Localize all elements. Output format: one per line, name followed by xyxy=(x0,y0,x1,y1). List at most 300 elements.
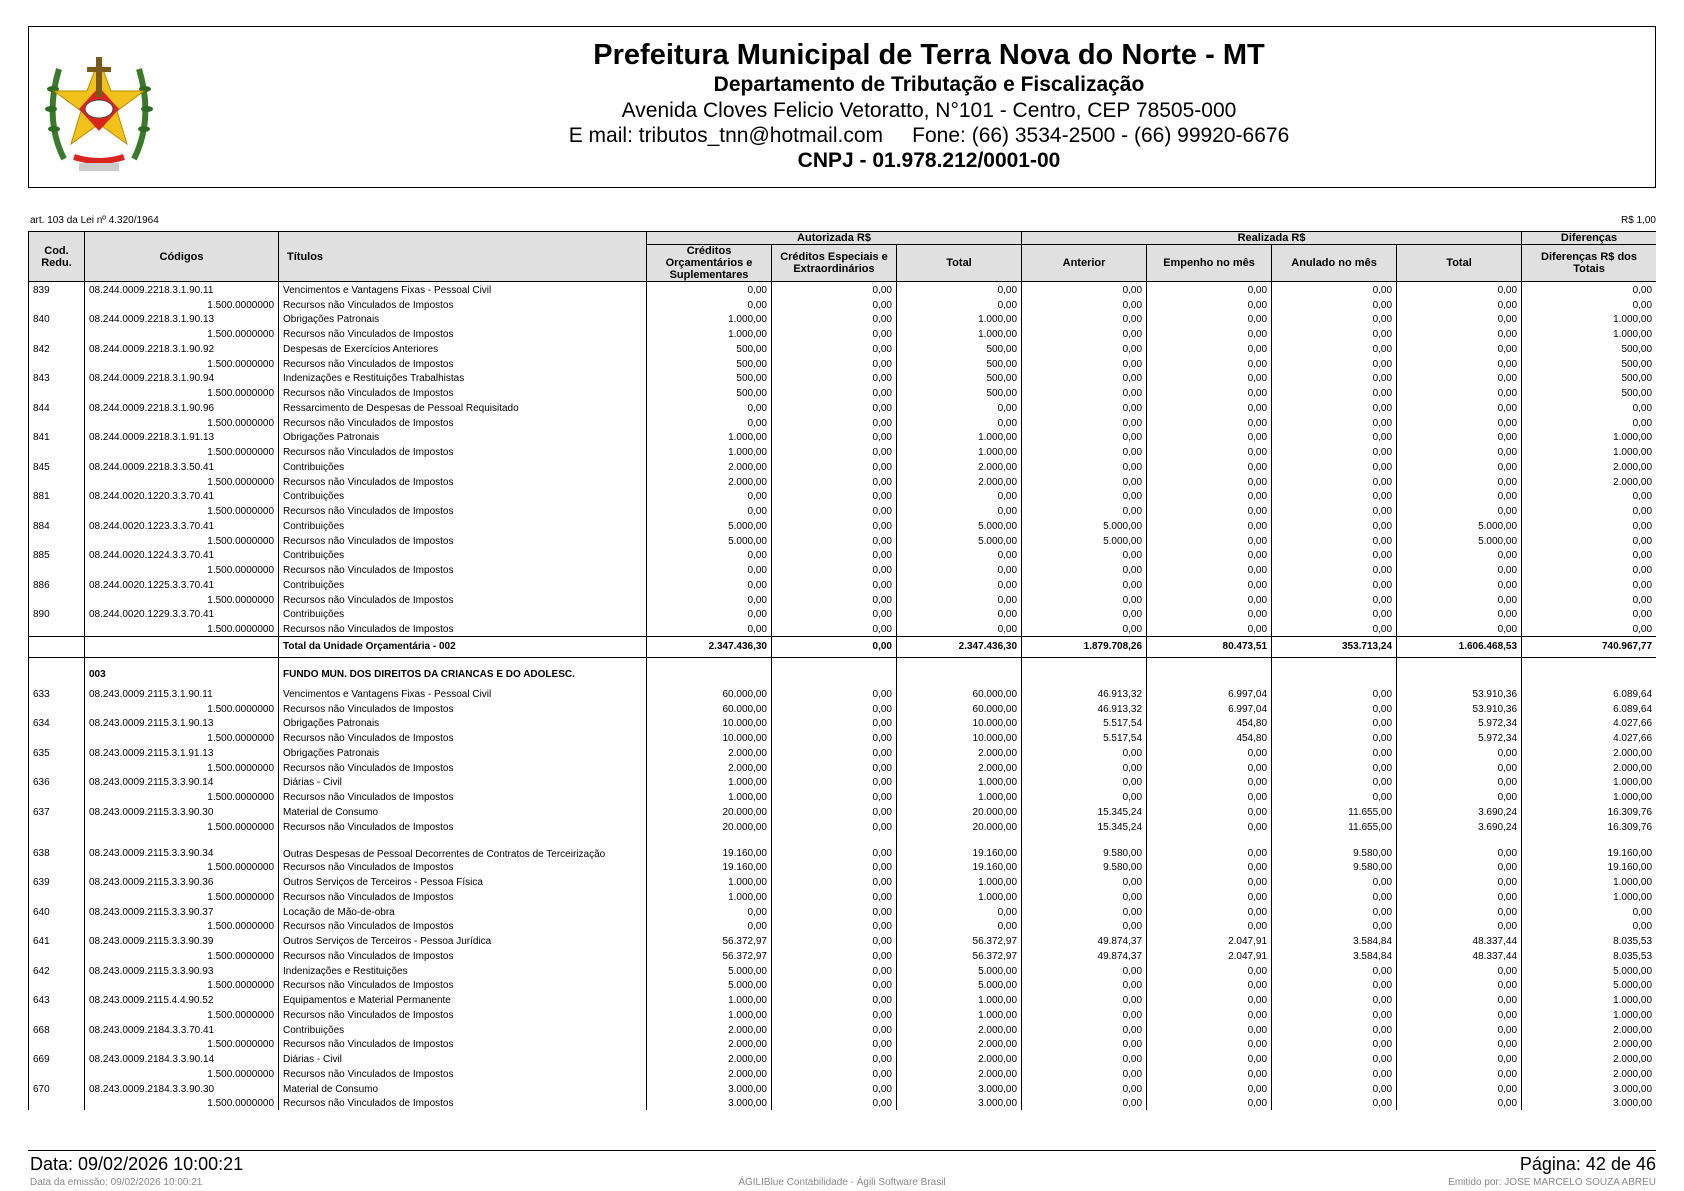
cell-total-autorizada: 2.000,00 xyxy=(897,1037,1022,1052)
cell-total-autorizada: 0,00 xyxy=(897,607,1022,622)
cell-total-autorizada: 3.000,00 xyxy=(897,1081,1022,1096)
cell-creditos-orcamentarios: 0,00 xyxy=(647,592,772,607)
cell-title: Recursos não Vinculados de Impostos xyxy=(279,474,647,489)
cell-empenho: 0,00 xyxy=(1147,430,1272,445)
cell-anulado: 0,00 xyxy=(1272,760,1397,775)
table-row xyxy=(29,1081,1657,1096)
cell-anulado: 0,00 xyxy=(1272,562,1397,577)
cell-anterior: 0,00 xyxy=(1022,548,1147,563)
cell-empenho: 0,00 xyxy=(1147,760,1272,775)
cell-code: 08.243.0009.2115.4.4.90.52 xyxy=(85,992,279,1007)
cell-creditos-especiais: 0,00 xyxy=(772,716,897,731)
cell-creditos-orcamentarios: 19.160,00 xyxy=(647,860,772,875)
cell-empty xyxy=(1022,664,1147,686)
cell-diferencas: 0,00 xyxy=(1522,503,1656,518)
cell-creditos-orcamentarios: 1.000,00 xyxy=(647,889,772,904)
cell-anterior: 0,00 xyxy=(1022,919,1147,934)
cell-creditos-especiais: 0,00 xyxy=(772,1007,897,1022)
cell-cod xyxy=(29,562,85,577)
cell-creditos-orcamentarios: 19.160,00 xyxy=(647,834,772,860)
cell-anulado: 0,00 xyxy=(1272,1051,1397,1066)
cell-total-realizada: 0,00 xyxy=(1397,789,1522,804)
cell-total-realizada: 0,00 xyxy=(1397,326,1522,341)
cell-anulado: 0,00 xyxy=(1272,592,1397,607)
cell-cod: 841 xyxy=(29,430,85,445)
cell-creditos-especiais: 0,00 xyxy=(772,415,897,430)
municipality-title: Prefeitura Municipal de Terra Nova do Norte - MT xyxy=(593,39,1265,71)
col-anulado: Anulado no mês xyxy=(1272,245,1397,282)
cell-creditos-orcamentarios: 20.000,00 xyxy=(647,819,772,834)
cell-total-realizada: 5.972,34 xyxy=(1397,730,1522,745)
table-row xyxy=(29,459,1657,474)
col-empenho: Empenho no mês xyxy=(1147,245,1272,282)
cell-code: 1.500.0000000 xyxy=(85,889,279,904)
cell-empenho: 0,00 xyxy=(1147,919,1272,934)
cell-empenho: 0,00 xyxy=(1147,904,1272,919)
cell-title: Recursos não Vinculados de Impostos xyxy=(279,760,647,775)
cell-diferencas: 1.000,00 xyxy=(1522,992,1656,1007)
cell-diferencas: 2.000,00 xyxy=(1522,1037,1656,1052)
col-total-autorizada: Total xyxy=(897,245,1022,282)
cell-creditos-orcamentarios: 0,00 xyxy=(647,548,772,563)
cell-anterior: 0,00 xyxy=(1022,356,1147,371)
cell-creditos-especiais: 0,00 xyxy=(772,592,897,607)
cell-total-autorizada: 19.160,00 xyxy=(897,834,1022,860)
cell-title: Obrigações Patronais xyxy=(279,430,647,445)
table-row xyxy=(29,933,1657,948)
cell-total-realizada: 0,00 xyxy=(1397,1007,1522,1022)
cell-creditos-especiais: 0,00 xyxy=(772,1022,897,1037)
source-row xyxy=(29,1037,1657,1052)
table-row xyxy=(29,607,1657,622)
cell-title: Contribuições xyxy=(279,459,647,474)
cell-anterior: 0,00 xyxy=(1022,978,1147,993)
cell-total-autorizada: 1.000,00 xyxy=(897,874,1022,889)
cell-total-autorizada: 0,00 xyxy=(897,282,1022,297)
cell-title: Contribuições xyxy=(279,1022,647,1037)
cell-anterior: 0,00 xyxy=(1022,341,1147,356)
cell-creditos-orcamentarios: 2.000,00 xyxy=(647,760,772,775)
cell-creditos-especiais: 0,00 xyxy=(772,282,897,297)
cell-creditos-orcamentarios: 500,00 xyxy=(647,356,772,371)
cell-total-autorizada: 0,00 xyxy=(897,415,1022,430)
cell-code: 1.500.0000000 xyxy=(85,503,279,518)
cell-empty xyxy=(897,664,1022,686)
cell-cod: 839 xyxy=(29,282,85,297)
cell-total-realizada: 0,00 xyxy=(1397,356,1522,371)
cell-diferencas: 6.089,64 xyxy=(1522,701,1656,716)
cell-total-realizada: 0,00 xyxy=(1397,834,1522,860)
emission-date: Data da emissão: 09/02/2026 10:00:21 xyxy=(30,1177,203,1188)
cell-code: 08.243.0009.2184.3.3.90.14 xyxy=(85,1051,279,1066)
cell-empenho: 2.047,91 xyxy=(1147,933,1272,948)
cell-code xyxy=(85,637,279,658)
cell-cod xyxy=(29,297,85,312)
cell-creditos-especiais: 0,00 xyxy=(772,533,897,548)
cell-creditos-orcamentarios: 1.000,00 xyxy=(647,444,772,459)
cell-creditos-orcamentarios: 0,00 xyxy=(647,297,772,312)
cell-total-autorizada: 0,00 xyxy=(897,489,1022,504)
cell-total-realizada: 0,00 xyxy=(1397,489,1522,504)
cell-creditos-orcamentarios: 10.000,00 xyxy=(647,716,772,731)
cell-title: Recursos não Vinculados de Impostos xyxy=(279,621,647,636)
cell-cod: 886 xyxy=(29,577,85,592)
table-row xyxy=(29,577,1657,592)
cell-title: Obrigações Patronais xyxy=(279,745,647,760)
cell-creditos-especiais: 0,00 xyxy=(772,789,897,804)
cell-total-autorizada: 19.160,00 xyxy=(897,860,1022,875)
cell-empty xyxy=(772,664,897,686)
cell-creditos-orcamentarios: 5.000,00 xyxy=(647,978,772,993)
cell-empty xyxy=(1272,664,1397,686)
cell-cod xyxy=(29,621,85,636)
cell-empenho: 0,00 xyxy=(1147,963,1272,978)
cell-diferencas: 0,00 xyxy=(1522,904,1656,919)
cell-code: 08.243.0009.2115.3.3.90.93 xyxy=(85,963,279,978)
cell-anterior: 0,00 xyxy=(1022,577,1147,592)
cell-cod: 637 xyxy=(29,804,85,819)
cell-anterior: 0,00 xyxy=(1022,1051,1147,1066)
cell-total-realizada: 0,00 xyxy=(1397,400,1522,415)
cell-empenho: 454,80 xyxy=(1147,716,1272,731)
cell-creditos-especiais: 0,00 xyxy=(772,385,897,400)
table-row xyxy=(29,312,1657,327)
cell-anterior: 0,00 xyxy=(1022,489,1147,504)
cell-anulado: 0,00 xyxy=(1272,775,1397,790)
cell-title: Recursos não Vinculados de Impostos xyxy=(279,789,647,804)
cell-anulado: 0,00 xyxy=(1272,874,1397,889)
cell-empenho: 0,00 xyxy=(1147,874,1272,889)
cell-cod: 636 xyxy=(29,775,85,790)
cell-cod: 670 xyxy=(29,1081,85,1096)
cell-code: 08.244.0009.2218.3.1.90.94 xyxy=(85,371,279,386)
cell-creditos-orcamentarios: 5.000,00 xyxy=(647,963,772,978)
cell-anulado: 0,00 xyxy=(1272,745,1397,760)
cell-empenho: 80.473,51 xyxy=(1147,637,1272,658)
cell-creditos-especiais: 0,00 xyxy=(772,760,897,775)
cell-anulado: 0,00 xyxy=(1272,889,1397,904)
cell-code: 08.244.0009.2218.3.1.90.13 xyxy=(85,312,279,327)
cell-title: Recursos não Vinculados de Impostos xyxy=(279,297,647,312)
cell-total-autorizada: 1.000,00 xyxy=(897,992,1022,1007)
cell-total-autorizada: 5.000,00 xyxy=(897,963,1022,978)
cell-anulado: 0,00 xyxy=(1272,919,1397,934)
cell-anterior: 0,00 xyxy=(1022,789,1147,804)
source-row xyxy=(29,326,1657,341)
cell-creditos-especiais: 0,00 xyxy=(772,577,897,592)
col-creditos-especiais: Créditos Especiais e Extraordinários xyxy=(772,245,897,282)
cell-diferencas: 16.309,76 xyxy=(1522,819,1656,834)
cell-anulado: 0,00 xyxy=(1272,385,1397,400)
cell-cod xyxy=(29,789,85,804)
source-row xyxy=(29,978,1657,993)
cell-empenho: 0,00 xyxy=(1147,400,1272,415)
cell-total-realizada: 48.337,44 xyxy=(1397,933,1522,948)
cell-code: 1.500.0000000 xyxy=(85,1007,279,1022)
col-cod: Cod. Redu. xyxy=(29,232,85,282)
cell-empenho: 0,00 xyxy=(1147,992,1272,1007)
cell-title: Recursos não Vinculados de Impostos xyxy=(279,978,647,993)
cell-anterior: 5.000,00 xyxy=(1022,518,1147,533)
cell-title: Outras Despesas de Pessoal Decorrentes de Contratos de Terceirização xyxy=(279,834,647,860)
source-row xyxy=(29,889,1657,904)
cell-empenho: 0,00 xyxy=(1147,562,1272,577)
cell-diferencas: 0,00 xyxy=(1522,415,1656,430)
table-row xyxy=(29,992,1657,1007)
cell-creditos-orcamentarios: 1.000,00 xyxy=(647,789,772,804)
cell-anterior: 5.517,54 xyxy=(1022,730,1147,745)
cell-code: 1.500.0000000 xyxy=(85,474,279,489)
source-row xyxy=(29,474,1657,489)
cell-anterior: 0,00 xyxy=(1022,297,1147,312)
cell-diferencas: 19.160,00 xyxy=(1522,834,1656,860)
cell-diferencas: 0,00 xyxy=(1522,518,1656,533)
cell-empenho: 0,00 xyxy=(1147,312,1272,327)
cell-anterior: 0,00 xyxy=(1022,415,1147,430)
cell-creditos-especiais: 0,00 xyxy=(772,889,897,904)
cell-anulado: 0,00 xyxy=(1272,533,1397,548)
cell-cod xyxy=(29,819,85,834)
cell-cod xyxy=(29,730,85,745)
table-row xyxy=(29,686,1657,701)
table-row xyxy=(29,874,1657,889)
cell-creditos-orcamentarios: 0,00 xyxy=(647,415,772,430)
cell-anulado: 0,00 xyxy=(1272,341,1397,356)
cell-total-autorizada: 5.000,00 xyxy=(897,533,1022,548)
cell-diferencas: 4.027,66 xyxy=(1522,730,1656,745)
cell-title: Contribuições xyxy=(279,489,647,504)
cell-title: Recursos não Vinculados de Impostos xyxy=(279,533,647,548)
page-number: Página: 42 de 46 xyxy=(1519,1154,1656,1174)
cell-title: Contribuições xyxy=(279,577,647,592)
cell-anulado: 0,00 xyxy=(1272,297,1397,312)
cell-diferencas: 1.000,00 xyxy=(1522,789,1656,804)
cell-empenho: 0,00 xyxy=(1147,1081,1272,1096)
cell-creditos-orcamentarios: 0,00 xyxy=(647,607,772,622)
cell-title: Diárias - Civil xyxy=(279,1051,647,1066)
cell-code: 1.500.0000000 xyxy=(85,860,279,875)
report-header xyxy=(28,26,1656,188)
cell-cod xyxy=(29,533,85,548)
cell-total-autorizada: 1.000,00 xyxy=(897,312,1022,327)
cell-code: 08.244.0009.2218.3.1.91.13 xyxy=(85,430,279,445)
cell-empenho: 0,00 xyxy=(1147,978,1272,993)
cell-total-autorizada: 5.000,00 xyxy=(897,978,1022,993)
table-row xyxy=(29,371,1657,386)
cell-empenho: 0,00 xyxy=(1147,1051,1272,1066)
cell-cod: 643 xyxy=(29,992,85,1007)
cell-creditos-orcamentarios: 1.000,00 xyxy=(647,326,772,341)
cell-empenho: 0,00 xyxy=(1147,385,1272,400)
cell-title: Indenizações e Restituições Trabalhistas xyxy=(279,371,647,386)
cell-code: 08.243.0009.2184.3.3.90.30 xyxy=(85,1081,279,1096)
cell-diferencas: 16.309,76 xyxy=(1522,804,1656,819)
cell-total-realizada: 0,00 xyxy=(1397,607,1522,622)
cell-title: Recursos não Vinculados de Impostos xyxy=(279,356,647,371)
cell-diferencas: 500,00 xyxy=(1522,385,1656,400)
cell-code: 1.500.0000000 xyxy=(85,385,279,400)
cell-empenho: 0,00 xyxy=(1147,804,1272,819)
cell-anterior: 15.345,24 xyxy=(1022,804,1147,819)
cell-title: Contribuições xyxy=(279,518,647,533)
cell-total-autorizada: 500,00 xyxy=(897,371,1022,386)
table-row xyxy=(29,548,1657,563)
cell-title: Recursos não Vinculados de Impostos xyxy=(279,919,647,934)
cell-anulado: 9.580,00 xyxy=(1272,860,1397,875)
table-header xyxy=(29,232,1657,282)
source-row xyxy=(29,415,1657,430)
cell-total-realizada: 0,00 xyxy=(1397,577,1522,592)
cell-total-realizada: 0,00 xyxy=(1397,312,1522,327)
cell-title: Recursos não Vinculados de Impostos xyxy=(279,1066,647,1081)
cell-diferencas: 1.000,00 xyxy=(1522,444,1656,459)
cell-diferencas: 4.027,66 xyxy=(1522,716,1656,731)
cell-total-autorizada: 56.372,97 xyxy=(897,933,1022,948)
cell-creditos-especiais: 0,00 xyxy=(772,978,897,993)
cell-anterior: 0,00 xyxy=(1022,775,1147,790)
cell-empenho: 0,00 xyxy=(1147,444,1272,459)
cell-total-autorizada: 1.000,00 xyxy=(897,1007,1022,1022)
cell-creditos-especiais: 0,00 xyxy=(772,730,897,745)
cell-diferencas: 0,00 xyxy=(1522,562,1656,577)
table-row xyxy=(29,775,1657,790)
cell-anterior: 0,00 xyxy=(1022,607,1147,622)
cell-cod: 845 xyxy=(29,459,85,474)
cell-diferencas: 0,00 xyxy=(1522,489,1656,504)
cell-anulado: 0,00 xyxy=(1272,489,1397,504)
cell-cod: 633 xyxy=(29,686,85,701)
source-row xyxy=(29,948,1657,963)
cell-cod xyxy=(29,978,85,993)
cell-code: 08.244.0020.1225.3.3.70.41 xyxy=(85,577,279,592)
cell-code: 1.500.0000000 xyxy=(85,760,279,775)
contact-info: E mail: tributos_tnn@hotmail.com Fone: (66) 3534-2500 - (66) 99920-6676 xyxy=(568,124,1290,147)
section-row xyxy=(29,664,1657,686)
cell-cod: 635 xyxy=(29,745,85,760)
cell-anterior: 46.913,32 xyxy=(1022,701,1147,716)
cell-total-autorizada: 1.000,00 xyxy=(897,444,1022,459)
cell-cod xyxy=(29,1007,85,1022)
cell-total-autorizada: 1.000,00 xyxy=(897,326,1022,341)
cell-anulado: 0,00 xyxy=(1272,548,1397,563)
cell-diferencas: 500,00 xyxy=(1522,341,1656,356)
cell-total-autorizada: 2.000,00 xyxy=(897,1066,1022,1081)
cell-title: Material de Consumo xyxy=(279,804,647,819)
cell-empenho: 0,00 xyxy=(1147,592,1272,607)
cell-section-code: 003 xyxy=(85,664,279,686)
cell-creditos-especiais: 0,00 xyxy=(772,745,897,760)
cell-anterior: 0,00 xyxy=(1022,760,1147,775)
cell-anulado: 11.655,00 xyxy=(1272,819,1397,834)
cell-total-realizada: 0,00 xyxy=(1397,992,1522,1007)
cell-creditos-orcamentarios: 0,00 xyxy=(647,562,772,577)
cell-creditos-orcamentarios: 2.000,00 xyxy=(647,459,772,474)
cell-empenho: 2.047,91 xyxy=(1147,948,1272,963)
cell-anulado: 0,00 xyxy=(1272,621,1397,636)
cell-cod xyxy=(29,503,85,518)
cell-code: 08.243.0009.2115.3.3.90.36 xyxy=(85,874,279,889)
cell-total-autorizada: 500,00 xyxy=(897,341,1022,356)
cell-cod xyxy=(29,637,85,658)
cell-title: Diárias - Civil xyxy=(279,775,647,790)
cell-empenho: 0,00 xyxy=(1147,326,1272,341)
source-row xyxy=(29,444,1657,459)
cell-total-autorizada: 2.000,00 xyxy=(897,1022,1022,1037)
cell-cod xyxy=(29,760,85,775)
cell-total-realizada: 0,00 xyxy=(1397,775,1522,790)
cell-empenho: 0,00 xyxy=(1147,1066,1272,1081)
cell-total-realizada: 0,00 xyxy=(1397,874,1522,889)
cell-creditos-orcamentarios: 1.000,00 xyxy=(647,312,772,327)
cell-creditos-especiais: 0,00 xyxy=(772,919,897,934)
cell-empenho: 0,00 xyxy=(1147,459,1272,474)
cell-creditos-orcamentarios: 0,00 xyxy=(647,621,772,636)
cell-anterior: 9.580,00 xyxy=(1022,834,1147,860)
cell-anulado: 0,00 xyxy=(1272,415,1397,430)
cell-creditos-especiais: 0,00 xyxy=(772,503,897,518)
cell-total-realizada: 0,00 xyxy=(1397,1051,1522,1066)
cell-anterior: 0,00 xyxy=(1022,904,1147,919)
cell-creditos-especiais: 0,00 xyxy=(772,1081,897,1096)
cell-creditos-orcamentarios: 2.000,00 xyxy=(647,1051,772,1066)
table-row xyxy=(29,834,1657,860)
cell-code: 08.243.0009.2115.3.3.90.34 xyxy=(85,834,279,860)
cell-title: Recursos não Vinculados de Impostos xyxy=(279,819,647,834)
cell-title: Recursos não Vinculados de Impostos xyxy=(279,444,647,459)
cell-cod xyxy=(29,948,85,963)
cell-empenho: 0,00 xyxy=(1147,860,1272,875)
cell-title: Recursos não Vinculados de Impostos xyxy=(279,592,647,607)
cell-total-realizada: 0,00 xyxy=(1397,1022,1522,1037)
cell-anterior: 0,00 xyxy=(1022,562,1147,577)
cell-diferencas: 1.000,00 xyxy=(1522,326,1656,341)
cell-total-realizada: 53.910,36 xyxy=(1397,686,1522,701)
cell-code: 1.500.0000000 xyxy=(85,948,279,963)
cell-cod xyxy=(29,356,85,371)
cell-creditos-especiais: 0,00 xyxy=(772,474,897,489)
cell-empenho: 0,00 xyxy=(1147,1037,1272,1052)
cell-anterior: 0,00 xyxy=(1022,592,1147,607)
law-reference: art. 103 da Lei nº 4.320/1964 xyxy=(30,215,159,226)
cell-total-autorizada: 0,00 xyxy=(897,621,1022,636)
cell-diferencas: 2.000,00 xyxy=(1522,1022,1656,1037)
cell-creditos-especiais: 0,00 xyxy=(772,874,897,889)
cell-cod xyxy=(29,919,85,934)
cell-empenho: 6.997,04 xyxy=(1147,686,1272,701)
cell-title: Equipamentos e Material Permanente xyxy=(279,992,647,1007)
cell-anulado: 11.655,00 xyxy=(1272,804,1397,819)
cell-cod: 842 xyxy=(29,341,85,356)
cell-diferencas: 3.000,00 xyxy=(1522,1096,1656,1111)
currency-unit: R$ 1,00 xyxy=(1620,215,1656,226)
cell-anterior: 0,00 xyxy=(1022,282,1147,297)
cell-diferencas: 1.000,00 xyxy=(1522,430,1656,445)
cell-title: Recursos não Vinculados de Impostos xyxy=(279,1037,647,1052)
group-diferencas: Diferenças xyxy=(1522,232,1656,245)
cell-empenho: 0,00 xyxy=(1147,834,1272,860)
source-row xyxy=(29,819,1657,834)
cell-diferencas: 0,00 xyxy=(1522,297,1656,312)
cell-diferencas: 2.000,00 xyxy=(1522,459,1656,474)
cell-creditos-orcamentarios: 0,00 xyxy=(647,489,772,504)
cell-total-realizada: 3.690,24 xyxy=(1397,804,1522,819)
cell-total-autorizada: 60.000,00 xyxy=(897,686,1022,701)
cell-cod: 639 xyxy=(29,874,85,889)
cell-creditos-especiais: 0,00 xyxy=(772,637,897,658)
cell-total-autorizada: 0,00 xyxy=(897,904,1022,919)
source-row xyxy=(29,533,1657,548)
cell-creditos-especiais: 0,00 xyxy=(772,356,897,371)
